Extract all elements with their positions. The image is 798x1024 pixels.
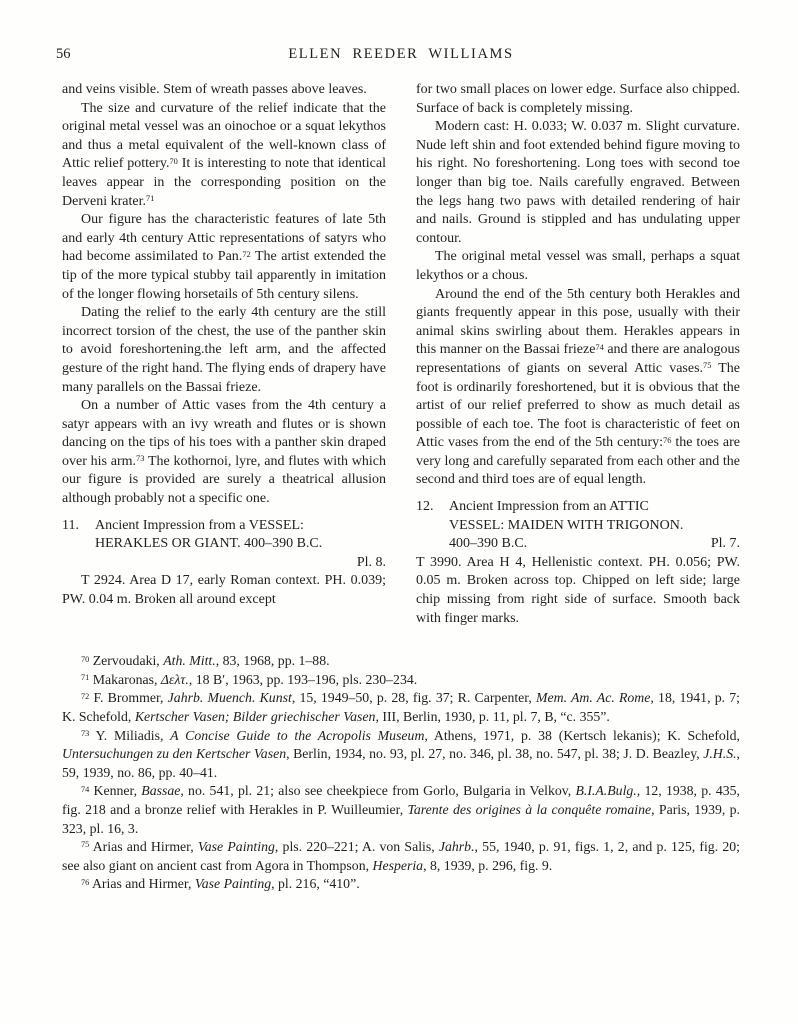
footnotes-section (62, 652, 740, 894)
plate-reference: Pl. 7. (710, 536, 740, 552)
paragraph: Around the end of the 5th century both Herakles and giants frequently appear in this pose, usually with their animal skins swirling about them. Herakles appears in this manner on the Bassai frieze$^{74}$ and there are analogous representations of giants on several Attic vases.$^{75}$ The foot is ordinarily foreshortened, but it is obvious that the artist of our relief preferred to show as much detail as possible of each toe. The foot is characteristic of feet on Attic vases from the end of the 5th century:$^{76}$ the toes are very long and carefully separated from each other and the second and third toes are of equal length. (416, 286, 740, 488)
entry-title-line: Ancient Impression from an ATTIC (449, 499, 649, 515)
paragraph: and veins visible. Stem of wreath passes above leaves. (62, 82, 367, 97)
paragraph: Our figure has the characteristic features of late 5th and early 4th century Attic representations of satyrs who had become assimilated to Pan.$^{72}$ The artist extended the tip of the more typical stubby tail apparently in imitation of the longer flowing horsetails of 5th century silens. (62, 212, 387, 302)
paragraph: The size and curvature of the relief indicate that the original metal vessel was an oinochoe or a squat lekythos and thus a metal equivalent of the well-known class of Attic relief pottery.$^{70}$ It is interesting to note that identical leaves appear in the corresponding position on the Derveni krater.$^{71}$ (62, 100, 386, 209)
page-number: 56 (56, 46, 71, 62)
entry-number: 12. (416, 499, 434, 515)
running-head: ELLEN REEDER WILLIAMS (288, 46, 514, 62)
paragraph: for two small places on lower edge. Surface also chipped. Surface of back is completely missing. (416, 82, 740, 116)
paragraph: On a number of Attic vases from the 4th century a satyr appears with an ivy wreath and flutes or is shown dancing on the tips of his toes with a panther skin draped over his arm.$^{73}$ The kothornoi, lyre, and flutes with which our figure is provided are surely a theatrical allusion although probably not a specific one. (62, 398, 387, 507)
paragraph: T 2924. Area D 17, early Roman context. PH. 0.039; PW. 0.04 m. Broken all around except (62, 573, 386, 608)
footnote: $^{71}$ Makaronas, Δελτ., 18 B′, 1963, pp. 193–196, pls. 230–234. (81, 671, 418, 687)
text-columns (62, 81, 740, 628)
paragraph: Dating the relief to the early 4th century are the still incorrect torsion of the chest, the use of the panther skin to avoid foreshortening.the left arm, and the affected gesture of the right hand. The flying ends of drapery have many parallels on the Bassai frieze. (62, 305, 386, 395)
plate-reference: Pl. 8. (356, 554, 386, 570)
footnote: $^{76}$ Arias and Hirmer, Vase Painting, pl. 216, “410”. (81, 876, 360, 892)
entry-date-line: 400–390 B.C. (449, 536, 528, 552)
catalog-entry-11 (62, 517, 386, 573)
entry-title-line: Ancient Impression from a VESSEL: (95, 517, 304, 533)
footnote: $^{75}$ Arias and Hirmer, Vase Painting, pls. 220–221; A. von Salis, Jahrb., 55, 1940, p. 91, figs. 1, 2, and p. 125, fig. 20; see also giant on ancient cast from Agora in Thompson, Hesperia, 8, 1939, p. 296, fig. 9. (62, 839, 740, 873)
right-column (416, 81, 740, 628)
paragraph: T 3990. Area H 4, Hellenistic context. PH. 0.056; PW. 0.05 m. Broken across top. Chipped on left side; large chip missing from right side of surface. Smooth back with finger marks. (416, 554, 740, 626)
left-column (62, 81, 386, 628)
footnote: $^{74}$ Kenner, Bassae, no. 541, pl. 21; also see cheekpiece from Gorlo, Bulgaria in Velkov, B.I.A.Bulg., 12, 1938, p. 435, fig. 218 and a bronze relief with Herakles in P. Wuilleumier, Tarente des origines à la conquête romaine, Paris, 1939, p. 323, pl. 16, 3. (62, 783, 740, 836)
footnote: $^{73}$ Y. Miliadis, A Concise Guide to the Acropolis Museum, Athens, 1971, p. 38 (Kertsch lekanis); K. Schefold, Untersuchungen zu den Kertscher Vasen, Berlin, 1934, no. 93, pl. 27, no. 346, pl. 38, no. 547, pl. 38; J. D. Beazley, J.H.S., 59, 1939, no. 86, pp. 40–41. (62, 727, 740, 780)
entry-title-line: HERAKLES OR GIANT. 400–390 B.C. (95, 536, 323, 552)
paragraph: Modern cast: H. 0.033; W. 0.037 m. Slight curvature. Nude left shin and foot extended behind figure moving to his right. No foreshortening. Long toes with second toe longer than big toe. Nails carefully engraved. Between the legs hang two paws with detailed rendering of hair and nails. Ground is stippled and has undulating upper contour. (416, 119, 740, 246)
page-header (56, 46, 740, 65)
entry-number: 11. (62, 517, 79, 533)
footnote: $^{72}$ F. Brommer, Jahrb. Muench. Kunst, 15, 1949–50, p. 28, fig. 37; R. Carpenter, Mem. Am. Ac. Rome, 18, 1941, p. 7; K. Schefold, Kertscher Vasen; Bilder griechischer Vasen, III, Berlin, 1930, p. 11, pl. 7, B, “c. 355”. (62, 690, 741, 724)
footnote: $^{70}$ Zervoudaki, Ath. Mitt., 83, 1968, pp. 1–88. (81, 653, 330, 669)
entry-title-line: VESSEL: MAIDEN WITH TRIGONON. (449, 517, 684, 533)
catalog-entry-12 (416, 498, 740, 554)
paragraph: The original metal vessel was small, perhaps a squat lekythos or a chous. (416, 249, 740, 283)
